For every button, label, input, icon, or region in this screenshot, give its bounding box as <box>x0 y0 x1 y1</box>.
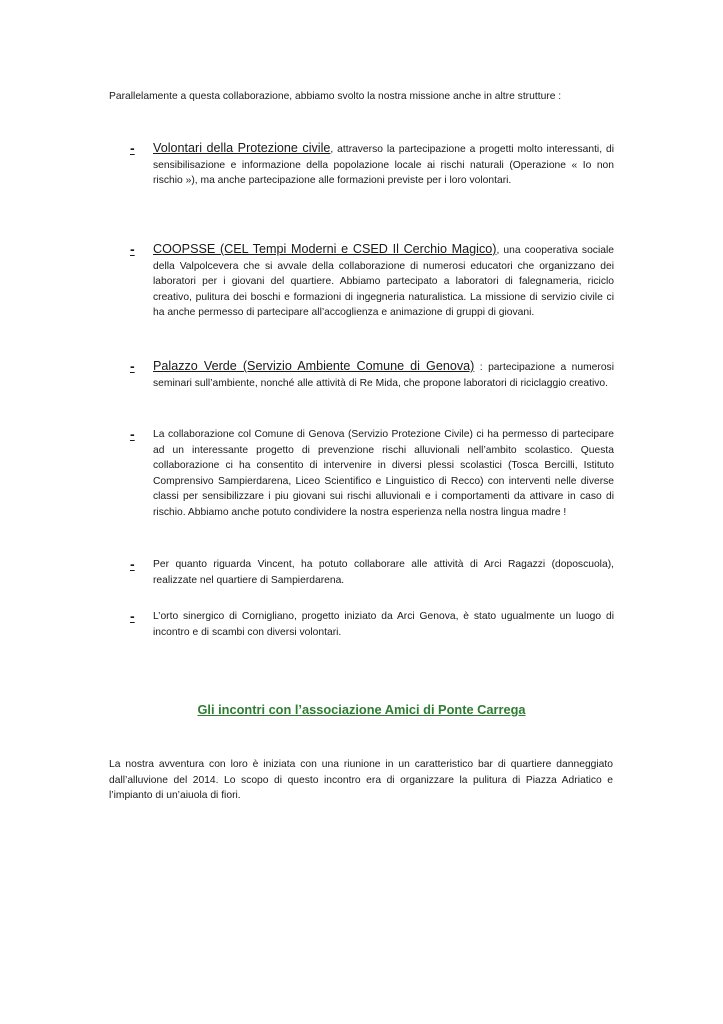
item-body: : partecipazione a numerosi seminari sull’ambiente, nonché alle attività di Re Mida, che propone laboratori di riciclaggio creativo. <box>153 362 614 389</box>
list-item <box>130 427 614 521</box>
item-lead: COOPSSE (CEL Tempi Moderni e CSED Il Cerchio Magico) <box>153 242 497 256</box>
section-heading: Gli incontri con l’associazione Amici di Ponte Carrega <box>197 702 526 717</box>
item-lead: Palazzo Verde (Servizio Ambiente Comune di Genova) <box>153 359 475 373</box>
list-item-text <box>153 141 614 189</box>
list-item <box>130 242 614 321</box>
intro-paragraph: Parallelamente a questa collaborazione, abbiamo svolto la nostra missione anche in altre strutture : <box>109 91 562 102</box>
list-item-text: La collaborazione col Comune di Genova (Servizio Protezione Civile) ci ha permesso di partecipare ad un interessante progetto di prevenzione rischi alluvionali nell’ambito scolastico. Questa collaborazione ci ha consentito di intervenire in diversi plessi scolastici (Tosca Bercilli, Istituto Comprensivo Sampierdarena, Liceo Scientifico e Linguistico di Recco) con interventi nelle diverse classi per sensibilizzare i piu giovani sui rischi alluvionali e i comportamenti da attivare in caso di rischio. Abbiamo anche potuto condividere la nostra esperienza nella nostra lingua madre ! <box>153 429 614 518</box>
list-item-text <box>153 242 614 321</box>
list-item-text: Per quanto riguarda Vincent, ha potuto collaborare alle attività di Arci Ragazzi (doposcuola), realizzate nel quartiere di Sampierdarena. <box>153 559 614 586</box>
list-item <box>130 609 614 640</box>
item-body: , una cooperativa sociale della Valpolcevera che si avvale della collaborazione di numerosi educatori che organizzano dei laboratori per i giovani del quartiere. Abbiamo partecipato a laboratori di falegnameria, riciclo creativo, pulitura dei boschi e formazioni di ingegneria naturalistica. La missione di servizio civile ci ha anche permesso di partecipare all’accoglienza e animazione di gruppi di giovani. <box>153 245 614 319</box>
list-dash: - <box>130 556 135 572</box>
list-dash: - <box>130 241 135 257</box>
item-body: , attraverso la partecipazione a progetti molto interessanti, di sensibilisazione e informazione della popolazione locale ai rischi naturali (Operazione « Io non rischio »), ma anche partecipazione alle formazioni previste per i loro volontari. <box>153 144 614 187</box>
closing-paragraph: La nostra avventura con loro è iniziata con una riunione in un caratteristico bar di quartiere danneggiato dall’alluvione del 2014. Lo scopo di questo incontro era di organizzare la pulitura di Piazza Adriatico e l’impianto di un’aiuola di fiori. <box>109 759 613 802</box>
list-dash: - <box>130 608 135 624</box>
list-dash: - <box>130 358 135 374</box>
list-item <box>130 141 614 189</box>
list-item <box>130 359 614 391</box>
list-dash: - <box>130 140 135 156</box>
list-dash: - <box>130 426 135 442</box>
list-item <box>130 557 614 588</box>
list-item-text: L’orto sinergico di Cornigliano, progetto iniziato da Arci Genova, è stato ugualmente un luogo di incontro e di scambi con diversi volontari. <box>153 611 614 638</box>
list-item-text <box>153 359 614 391</box>
item-lead: Volontari della Protezione civile <box>153 141 331 155</box>
